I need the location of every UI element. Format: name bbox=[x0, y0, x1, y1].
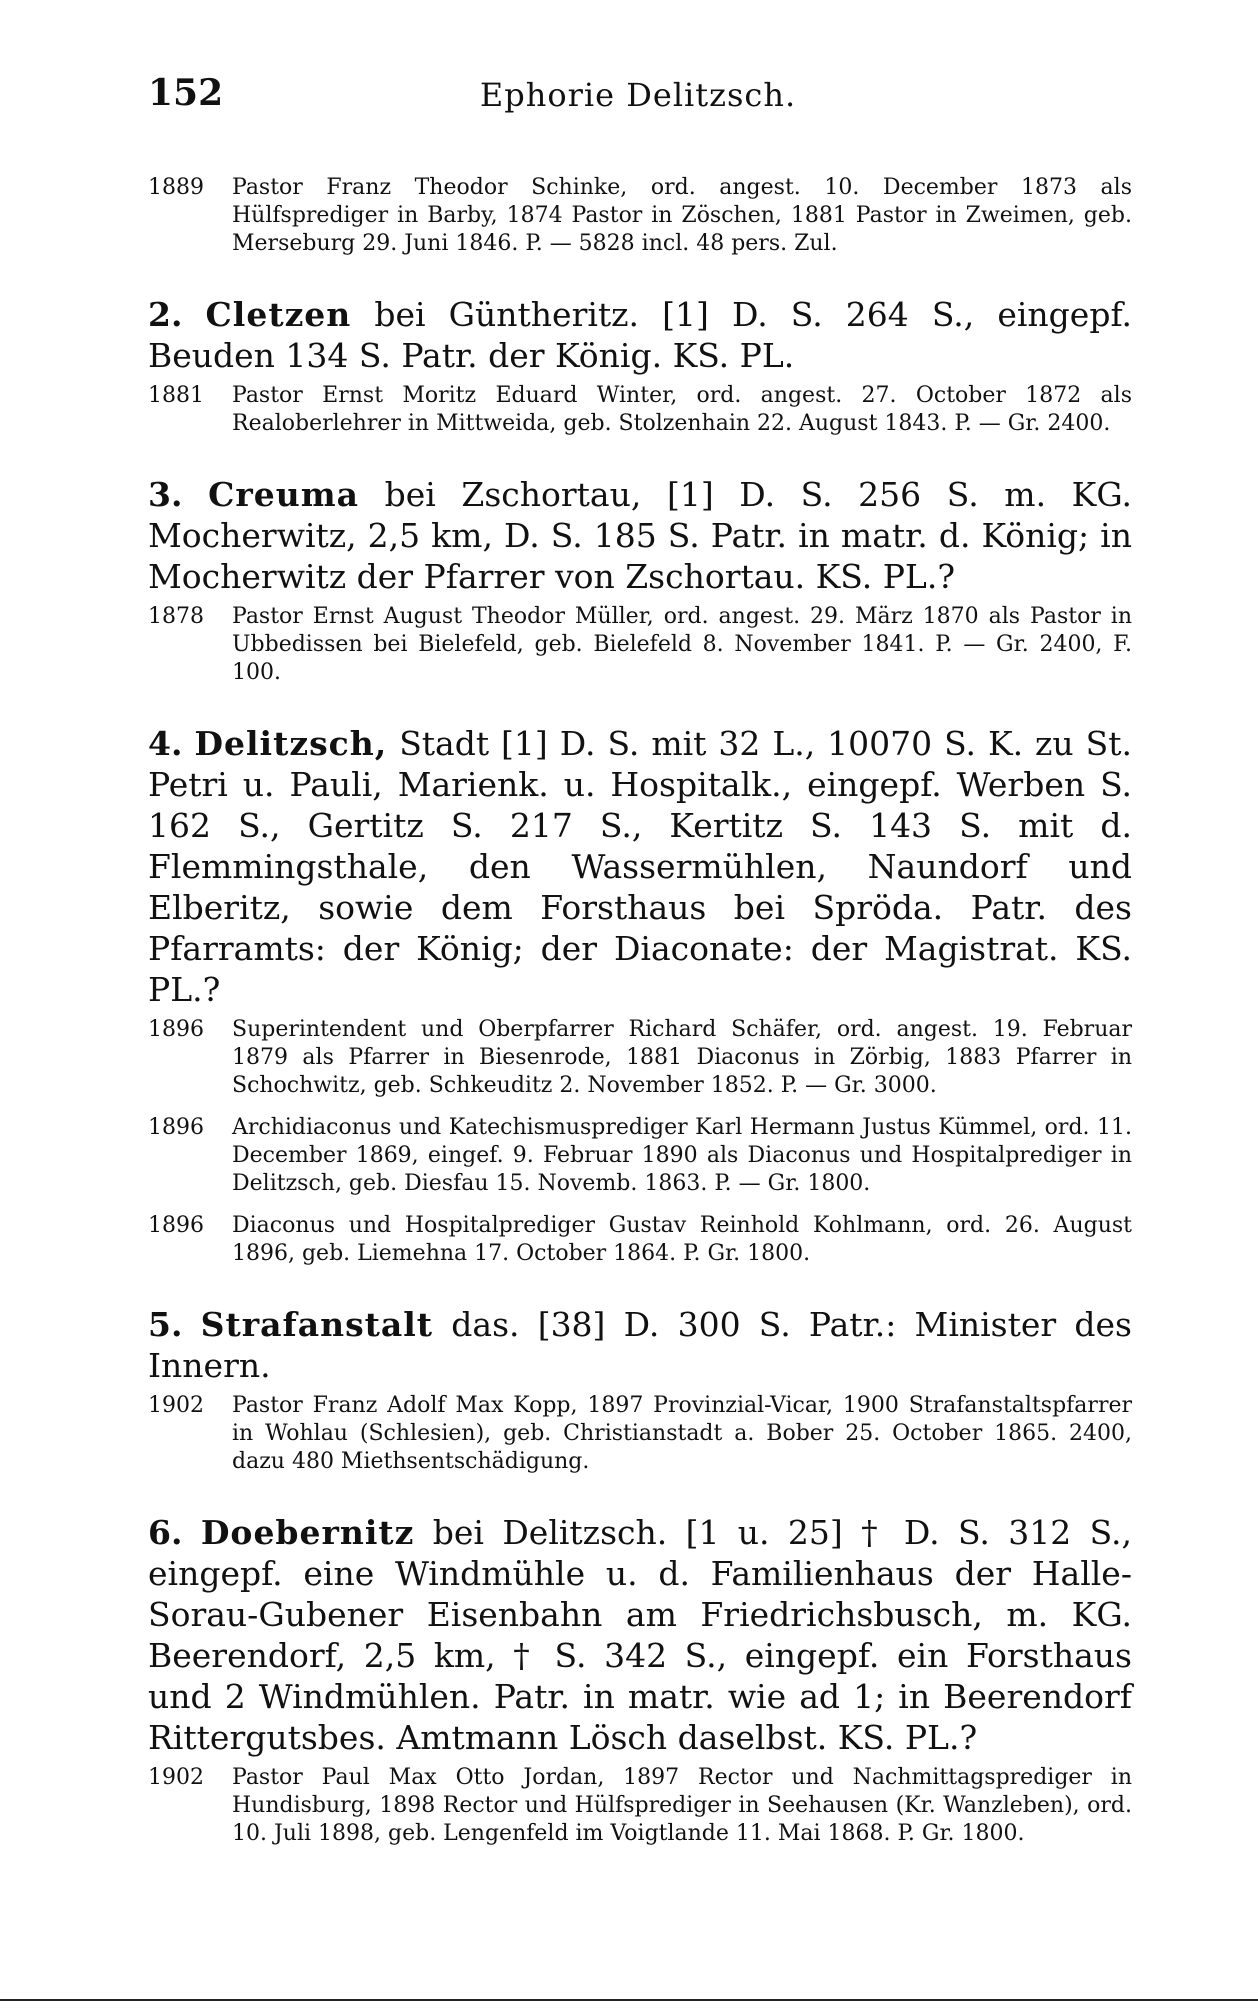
parish-description: bei Güntheritz. [1] D. S. 264 S., eingepf. Beuden 134 S. Patr. der König. KS. PL. bbox=[148, 295, 1132, 375]
pastor-year: 1878 bbox=[148, 604, 204, 629]
parish-entry bbox=[148, 1304, 1132, 1476]
parish-name: Delitzsch, bbox=[194, 724, 388, 763]
pastor-year: 1889 bbox=[148, 175, 204, 200]
pastor-text: Archidiaconus und Katechismusprediger Karl Hermann Justus Kümmel, ord. 11. December 1869, eingef. 9. Februar 1890 als Diaconus und Hospitalprediger in Delitzsch, geb. Diesfau 15. Novemb. 1863. P. — Gr. 1800. bbox=[232, 1115, 1132, 1196]
parish-heading bbox=[148, 474, 1132, 597]
parish-name: Strafanstalt bbox=[200, 1305, 434, 1344]
page-content bbox=[148, 168, 1132, 1862]
pastor-text: Diaconus und Hospitalprediger Gustav Reinhold Kohlmann, ord. 26. August 1896, geb. Liemehna 17. October 1864. P. Gr. 1800. bbox=[232, 1213, 1132, 1266]
parish-description: bei Delitzsch. [1 u. 25] † D. S. 312 S., eingepf. eine Windmühle u. d. Familienhaus der Halle-Sorau-Gubener Eisenbahn am Friedrichsbusch, m. KG. Beerendorf, 2,5 km, † S. 342 S., eingepf. ein Forsthaus und 2 Windmühlen. Patr. in matr. wie ad 1; in Beerendorf Rittergutsbes. Amtmann Lösch daselbst. KS. PL.? bbox=[148, 1513, 1132, 1757]
pastor-year: 1896 bbox=[148, 1017, 204, 1042]
pastor-year: 1902 bbox=[148, 1765, 204, 1790]
pastor-year: 1881 bbox=[148, 383, 204, 408]
pastor-text: Pastor Paul Max Otto Jordan, 1897 Rector und Nachmittagsprediger in Hundisburg, 1898 Rector und Hülfsprediger in Seehausen (Kr. Wanzleben), ord. 10. Juli 1898, geb. Lengenfeld im Voigtlande 11. Mai 1868. P. Gr. 1800. bbox=[232, 1765, 1132, 1846]
page-header bbox=[148, 72, 1128, 122]
parish-name: Cletzen bbox=[205, 295, 352, 334]
pastor-text: Pastor Franz Theodor Schinke, ord. angest. 10. December 1873 als Hülfsprediger in Barby, 1874 Pastor in Zöschen, 1881 Pastor in Zweimen, geb. Merseburg 29. Juni 1846. P. — 5828 incl. 48 pers. Zul. bbox=[232, 175, 1132, 256]
pastor-text: Superintendent und Oberpfarrer Richard Schäfer, ord. angest. 19. Februar 1879 als Pfarrer in Biesenrode, 1881 Diaconus in Zörbig, 1883 Pfarrer in Schochwitz, geb. Schkeuditz 2. November 1852. P. — Gr. 3000. bbox=[232, 1017, 1132, 1098]
pastor-entry bbox=[148, 603, 1132, 687]
pastor-text: Pastor Ernst August Theodor Müller, ord. angest. 29. März 1870 als Pastor in Ubbedissen bei Bielefeld, geb. Bielefeld 8. November 1841. P. — Gr. 2400, F. 100. bbox=[232, 604, 1132, 685]
page-number: 152 bbox=[148, 72, 224, 114]
parish-description: bei Zschortau, [1] D. S. 256 S. m. KG. Mocherwitz, 2,5 km, D. S. 185 S. Patr. in matr. d. König; in Mocherwitz der Pfarrer von Zschortau. KS. PL.? bbox=[148, 475, 1132, 596]
parish-heading bbox=[148, 294, 1132, 376]
pastor-year: 1896 bbox=[148, 1115, 204, 1140]
pastor-text: Pastor Ernst Moritz Eduard Winter, ord. angest. 27. October 1872 als Realoberlehrer in Mittweida, geb. Stolzenhain 22. August 1843. P. — Gr. 2400. bbox=[232, 383, 1132, 436]
pastor-entry bbox=[148, 1016, 1132, 1100]
parish-name: Doebernitz bbox=[200, 1513, 415, 1552]
parish-description: Stadt [1] D. S. mit 32 L., 10070 S. K. zu St. Petri u. Pauli, Marienk. u. Hospitalk., eingepf. Werben S. 162 S., Gertitz S. 217 S., Kertitz S. 143 S. mit d. Flemmingsthale, den Wassermühlen, Naundorf und Elberitz, sowie dem Forsthaus bei Spröda. Patr. des Pfarramts: der König; der Diaconate: der Magistrat. KS. PL.? bbox=[148, 724, 1132, 1009]
parish-entry bbox=[148, 474, 1132, 687]
parish-number: 2. bbox=[148, 295, 183, 334]
parish-number: 5. bbox=[148, 1305, 183, 1344]
intro-pastor-entry bbox=[148, 174, 1132, 258]
parish-number: 6. bbox=[148, 1513, 183, 1552]
parish-entry bbox=[148, 294, 1132, 438]
pastor-entry bbox=[148, 1114, 1132, 1198]
pastor-year: 1896 bbox=[148, 1213, 204, 1238]
parish-entry bbox=[148, 723, 1132, 1268]
parish-description: das. [38] D. 300 S. Patr.: Minister des Innern. bbox=[148, 1305, 1132, 1385]
bottom-rule bbox=[0, 1999, 1258, 2001]
running-head: Ephorie Delitzsch. bbox=[479, 76, 797, 114]
pastor-entry bbox=[148, 1212, 1132, 1268]
pastor-entry bbox=[148, 382, 1132, 438]
pastor-entry bbox=[148, 1392, 1132, 1476]
parish-heading bbox=[148, 1512, 1132, 1758]
pastor-entry bbox=[148, 1764, 1132, 1848]
parish-entry bbox=[148, 1512, 1132, 1848]
parish-number: 4. bbox=[148, 724, 183, 763]
parish-heading bbox=[148, 1304, 1132, 1386]
parish-heading bbox=[148, 723, 1132, 1010]
parish-name: Creuma bbox=[208, 475, 360, 514]
pastor-text: Pastor Franz Adolf Max Kopp, 1897 Provinzial-Vicar, 1900 Strafanstaltspfarrer in Wohlau (Schlesien), geb. Christianstadt a. Bober 25. October 1865. 2400, dazu 480 Miethsentschädigung. bbox=[232, 1393, 1132, 1474]
parish-number: 3. bbox=[148, 475, 183, 514]
pastor-year: 1902 bbox=[148, 1393, 204, 1418]
